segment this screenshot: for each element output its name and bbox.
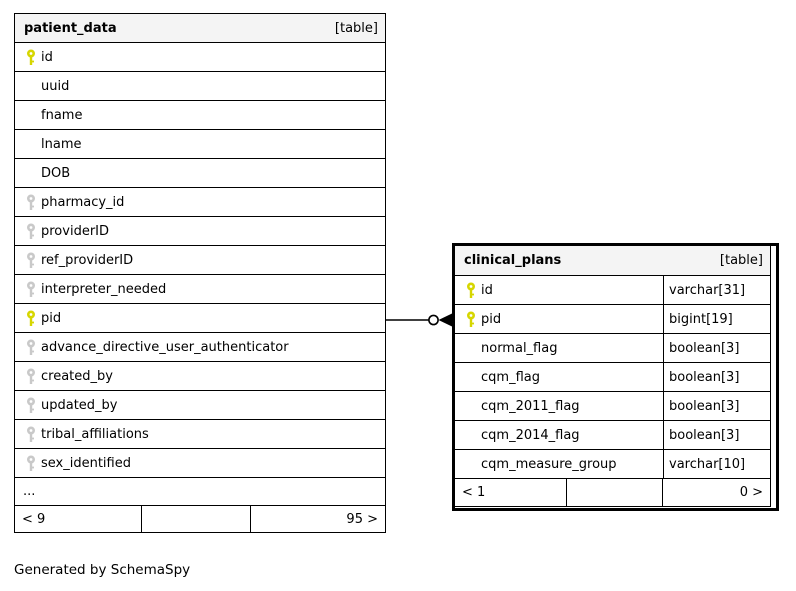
primary-key-icon (463, 311, 479, 328)
column-row-normal-flag (455, 334, 770, 363)
column-name-cell (455, 450, 663, 478)
column-name: normal_flag (481, 340, 558, 356)
column-name: cqm_2011_flag (481, 398, 580, 414)
fk-arrowhead (439, 314, 453, 327)
column-type-cell (663, 334, 770, 362)
related-out-count: 0 > (662, 479, 770, 506)
column-row-cqm-2014-flag (455, 421, 770, 450)
column-name: pid (481, 311, 502, 327)
column-name: uuid (41, 78, 70, 94)
column-row-cqm-measure-group (455, 450, 770, 479)
footer-spacer-cell (141, 506, 250, 532)
column-row-id (455, 276, 770, 305)
column-name: DOB (41, 165, 71, 181)
table-name: patient_data (24, 20, 117, 36)
index-key-icon (23, 252, 39, 269)
column-type-cell (663, 392, 770, 420)
table-name: clinical_plans (464, 253, 562, 268)
column-row-updated-by (15, 391, 385, 420)
column-name: cqm_measure_group (481, 456, 617, 472)
fk-relationship-connector (386, 306, 454, 334)
column-row-sex-identified (15, 449, 385, 478)
column-row-uuid (15, 72, 385, 101)
table-clinical-plans (455, 246, 771, 507)
index-key-icon (23, 455, 39, 472)
column-name-cell (455, 363, 663, 391)
footer-spacer-cell (566, 479, 662, 506)
column-type: varchar[31] (669, 282, 746, 298)
column-type-cell (663, 421, 770, 449)
column-name-cell (455, 392, 663, 420)
column-row-dob (15, 159, 385, 188)
column-row-fname (15, 101, 385, 130)
column-type-cell (663, 276, 770, 304)
column-type-cell (663, 450, 770, 478)
column-name: id (41, 49, 53, 65)
column-type: bigint[19] (669, 311, 733, 327)
column-name: lname (41, 136, 82, 152)
zero-or-one-circle (429, 315, 438, 324)
table-footer-clinical-plans (455, 479, 770, 506)
index-key-icon (23, 397, 39, 414)
primary-key-icon (463, 282, 479, 299)
column-row-providerid (15, 217, 385, 246)
column-name: interpreter_needed (41, 281, 167, 297)
generated-by-note: Generated by SchemaSpy (14, 562, 191, 578)
table-tag: [table] (334, 20, 378, 36)
column-name: ref_providerID (41, 252, 134, 268)
column-name-cell (455, 421, 663, 449)
table-header-clinical-plans[interactable] (455, 246, 770, 276)
column-name: fname (41, 107, 83, 123)
index-key-icon (23, 426, 39, 443)
column-row-pid (15, 304, 385, 333)
index-key-icon (23, 368, 39, 385)
column-row-cqm-2011-flag (455, 392, 770, 421)
column-name: tribal_affiliations (41, 426, 149, 442)
column-type: boolean[3] (669, 369, 740, 385)
column-name: pid (41, 310, 62, 326)
table-tag: [table] (719, 253, 763, 268)
column-row-pharmacy-id (15, 188, 385, 217)
column-type-cell (663, 363, 770, 391)
column-row-created-by (15, 362, 385, 391)
column-row-lname (15, 130, 385, 159)
index-key-icon (23, 223, 39, 240)
table-header-patient-data[interactable] (15, 14, 385, 43)
column-row-tribal-affiliations (15, 420, 385, 449)
column-row-interpreter-needed (15, 275, 385, 304)
column-name: pharmacy_id (41, 194, 125, 210)
primary-key-icon (23, 49, 39, 66)
column-type: varchar[10] (669, 456, 746, 472)
column-row-advance-directive (15, 333, 385, 362)
index-key-icon (23, 281, 39, 298)
table-footer-patient-data (15, 506, 385, 532)
column-type: boolean[3] (669, 427, 740, 443)
column-type: boolean[3] (669, 340, 740, 356)
column-name-cell (455, 305, 663, 333)
column-row-cqm-flag (455, 363, 770, 392)
column-type-cell (663, 305, 770, 333)
column-name: providerID (41, 223, 110, 239)
column-row-ref-providerid (15, 246, 385, 275)
related-in-count: < 9 (22, 511, 46, 527)
column-name: cqm_2014_flag (481, 427, 580, 443)
focal-table-frame (452, 243, 779, 511)
column-row-pid (455, 305, 770, 334)
table-patient-data (14, 13, 386, 533)
primary-key-icon (23, 310, 39, 327)
related-in-count: < 1 (462, 485, 486, 500)
column-name: id (481, 282, 493, 298)
column-name: advance_directive_user_authenticator (41, 339, 289, 355)
index-key-icon (23, 194, 39, 211)
column-name: cqm_flag (481, 369, 540, 385)
column-type: boolean[3] (669, 398, 740, 414)
index-key-icon (23, 339, 39, 356)
columns-truncated-ellipsis: ... (15, 478, 385, 506)
column-row-id (15, 43, 385, 72)
column-name-cell (455, 276, 663, 304)
column-name: updated_by (41, 397, 118, 413)
column-name-cell (455, 334, 663, 362)
column-name: sex_identified (41, 455, 131, 471)
related-out-count: 95 > (250, 506, 385, 532)
column-name: created_by (41, 368, 113, 384)
